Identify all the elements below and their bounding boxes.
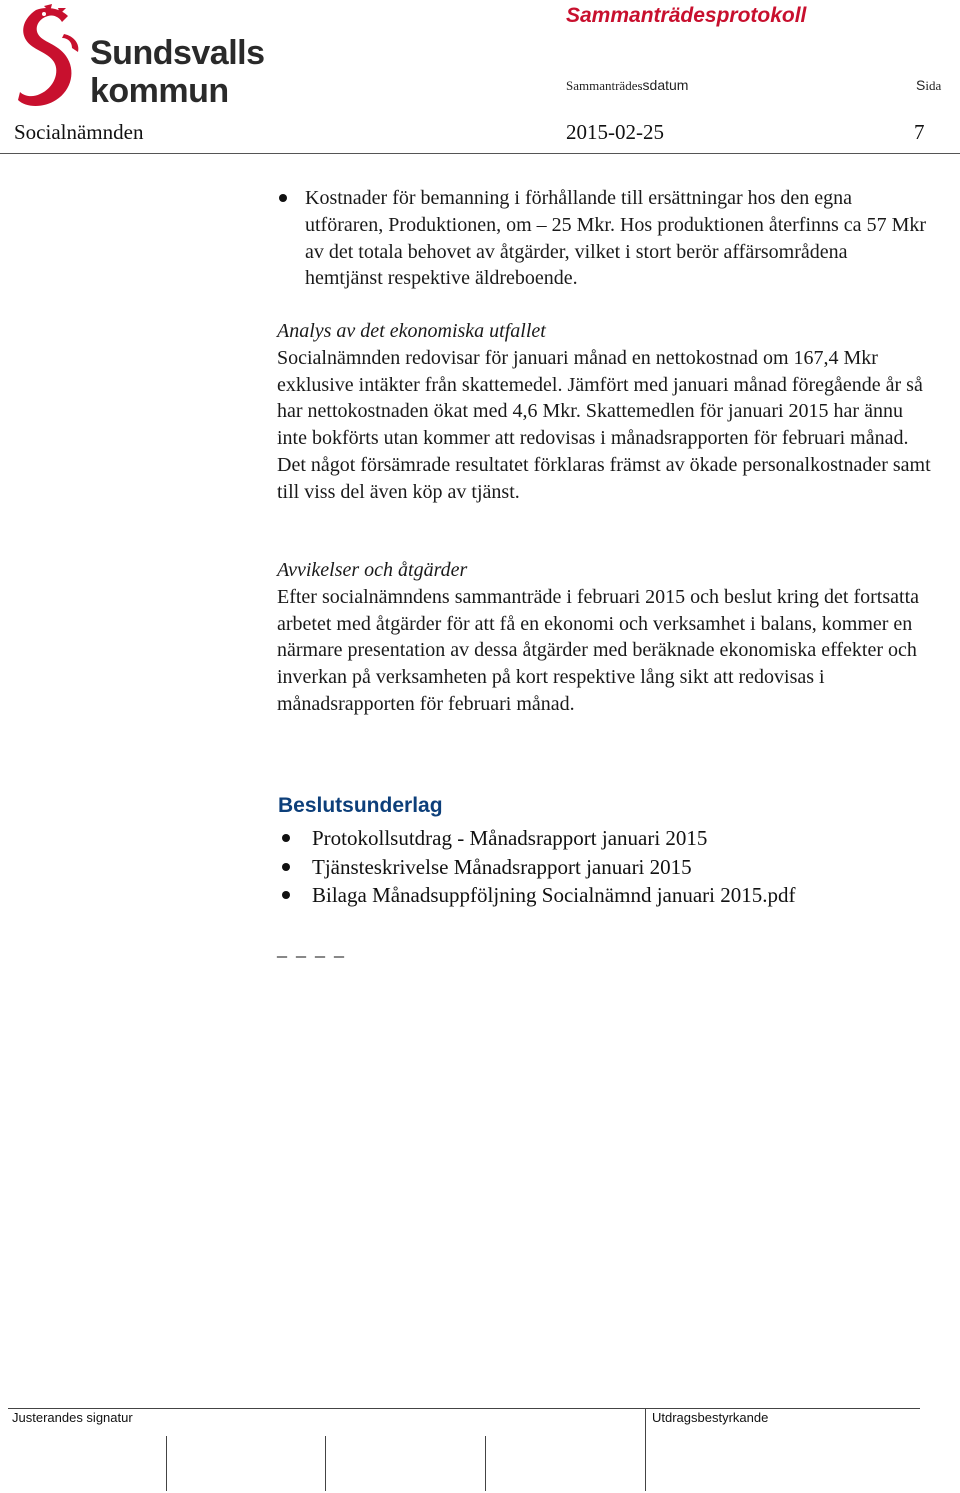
signature-box-divider (325, 1436, 326, 1491)
continued-bullet-list (305, 185, 930, 292)
attachment-item-label: Protokollsutdrag - Månadsrapport januari 2015 (312, 826, 708, 850)
list-item (312, 881, 932, 910)
signature-box-divider (485, 1436, 486, 1491)
avvikelser-text: Efter socialnämndens sammanträde i februari 2015 och beslut kring det fortsatta arbetet med åtgärder för att få en ekonomi och verksamhet i balans, kommer en närmare presentation av dessa åtgärder med beräknade ekonomiska effekter och inverkan på verksamheten på kort respektive lång sikt att redovisas i månadsrapporten för februari månad. (277, 585, 920, 715)
signature-label: Justerandes signatur (12, 1410, 133, 1425)
dragon-emblem-icon (14, 4, 86, 116)
avvikelser-section (277, 557, 937, 718)
date-column-label (566, 77, 688, 94)
logo-line-2: kommun (90, 72, 229, 110)
end-of-section-marks: _ _ _ _ (277, 938, 346, 960)
page-label-part-b: ida (925, 78, 942, 93)
signature-box-divider (166, 1436, 167, 1491)
list-item (312, 824, 932, 853)
bullet-icon (282, 891, 290, 899)
bullet-icon (282, 863, 290, 871)
footer-column-divider (645, 1409, 646, 1491)
analys-text: Socialnämnden redovisar för januari månad en nettokostnad om 167,4 Mkr exklusive intäkter från skattemedel. Jämfört med januari månad föregående år så har nettokostnaden ökat med 4,6 Mkr. Skattemedlen för januari 2015 har ännu inte bokförts utan kommer att redovisas i månadsrapporten för februari månad. Det något försämrade resultatet förklaras främst av ökade personalkostnader samt till viss del även köp av tjänst. (277, 346, 931, 503)
bullet-text: Kostnader för bemanning i förhållande till ersättningar hos den egna utföraren, Produktionen, om – 25 Mkr. Hos produktionen återfinns ca 57 Mkr av det totala behovet av åtgärder, vilket i stort berör affärsområdena hemtjänst respektive äldreboende. (305, 187, 927, 290)
analys-section (277, 318, 937, 506)
avvikelser-heading: Avvikelser och åtgärder (277, 559, 468, 581)
date-label-part-a: Sammanträdes (566, 78, 643, 93)
page-number: 7 (914, 120, 925, 144)
page-label-part-a: S (916, 77, 926, 93)
meeting-date: 2015-02-25 (566, 120, 664, 144)
list-item (312, 853, 932, 882)
sundsvalls-kommun-logo (14, 4, 304, 116)
analys-heading: Analys av det ekonomiska utfallet (277, 320, 546, 342)
date-label-part-b: sdatum (642, 77, 689, 93)
logo-wordmark (90, 34, 265, 110)
logo-line-1: Sundsvalls (90, 34, 265, 72)
bullet-icon (282, 834, 290, 842)
bullet-icon (279, 194, 287, 202)
beslutsunderlag-list (312, 824, 932, 910)
footer-divider (8, 1408, 920, 1409)
attachment-item-label: Tjänsteskrivelse Månadsrapport januari 2015 (312, 854, 692, 879)
beslutsunderlag-heading: Beslutsunderlag (278, 794, 443, 817)
page-column-label (916, 77, 941, 94)
attachment-item-label: Bilaga Månadsuppföljning Socialnämnd januari 2015.pdf (312, 883, 796, 907)
header-divider (0, 153, 960, 154)
extract-certification-label: Utdragsbestyrkande (652, 1410, 769, 1425)
committee-name: Socialnämnden (14, 120, 144, 144)
document-type-title: Sammanträdesprotokoll (566, 4, 807, 27)
list-item (305, 185, 930, 292)
